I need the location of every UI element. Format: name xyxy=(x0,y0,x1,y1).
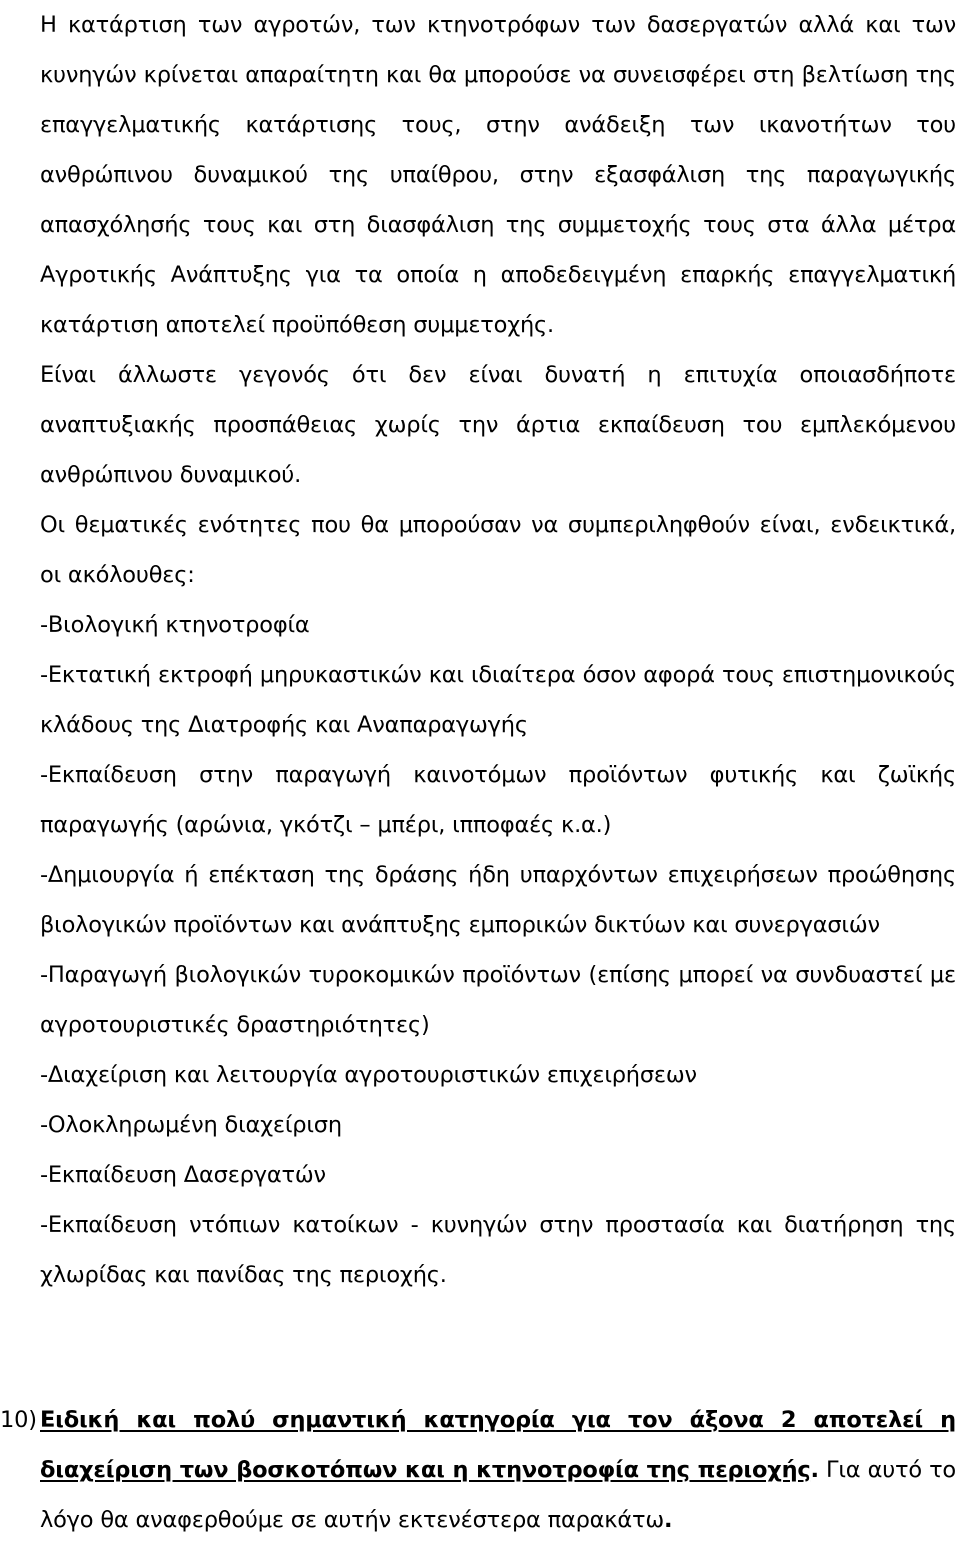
list-item: -Εκπαίδευση στην παραγωγή καινοτόμων προϊόντων φυτικής και ζωϊκής παραγωγής (αρώνια, γκότζι – μπέρι, ιπποφαές κ.α.) xyxy=(40,762,956,838)
document-page xyxy=(40,0,956,1300)
numbered-item-10 xyxy=(0,1395,956,1545)
numbered-item-text xyxy=(40,1395,956,1545)
list-item: -Ολοκληρωμένη διαχείριση xyxy=(40,1112,342,1138)
tail-text: Για αυτό το λόγο θα αναφερθούμε σε αυτήν εκτενέστερα παρακάτω xyxy=(40,1457,956,1533)
paragraph-development-effort: Είναι άλλωστε γεγονός ότι δεν είναι δυνατή η επιτυχία οποιασδήποτε αναπτυξιακής προσπάθειας χωρίς την άρτια εκπαίδευση του εμπλεκόμενου ανθρώπινου δυναμικού. xyxy=(40,362,956,488)
item-number: 10) xyxy=(0,1407,37,1433)
list-item: -Εκπαίδευση Δασεργατών xyxy=(40,1162,326,1188)
emphasis-period: . xyxy=(810,1457,819,1483)
list-item: -Βιολογική κτηνοτροφία xyxy=(40,612,310,638)
list-item: -Δημιουργία ή επέκταση της δράσης ήδη υπαρχόντων επιχειρήσεων προώθησης βιολογικών προϊόντων και ανάπτυξης εμπορικών δικτύων και συνεργασιών xyxy=(40,862,956,938)
paragraph-training-importance: Η κατάρτιση των αγροτών, των κτηνοτρόφων των δασεργατών αλλά και των κυνηγών κρίνεται απαραίτητη και θα μπορούσε να συνεισφέρει στη βελτίωση της επαγγελματικής κατάρτισης τους, στην ανάδειξη των ικανοτήτων του ανθρώπινου δυναμικού της υπαίθρου, στην εξασφάλιση της παραγωγικής απασχόλησής τους και στη διασφάλιση της συμμετοχής τους στα άλλα μέτρα Αγροτικής Ανάπτυξης για τα οποία η αποδεδειγμένη επαρκής επαγγελματική κατάρτιση αποτελεί προϋπόθεση συμμετοχής. xyxy=(40,12,956,338)
list-item: -Παραγωγή βιολογικών τυροκομικών προϊόντων (επίσης μπορεί να συνδυαστεί με αγροτουριστικές δραστηριότητες) xyxy=(40,962,956,1038)
topics-list xyxy=(40,600,956,1300)
final-period: . xyxy=(663,1507,673,1533)
list-item: -Εκπαίδευση ντόπιων κατοίκων - κυνηγών στην προστασία και διατήρηση της χλωρίδας και πανίδας της περιοχής. xyxy=(40,1212,956,1288)
list-item: -Διαχείριση και λειτουργία αγροτουριστικών επιχειρήσεων xyxy=(40,1062,697,1088)
list-item: -Εκτατική εκτροφή μηρυκαστικών και ιδιαίτερα όσον αφορά τους επιστημονικούς κλάδους της Διατροφής και Αναπαραγωγής xyxy=(40,662,956,738)
emphasis-text: Ειδική και πολύ σημαντική κατηγορία για τον άξονα 2 αποτελεί η διαχείριση των βοσκοτόπων και η κτηνοτροφία της περιοχής xyxy=(40,1407,956,1483)
paragraph-topics-intro: Οι θεματικές ενότητες που θα μπορούσαν να συμπεριληφθούν είναι, ενδεικτικά, οι ακόλουθες: xyxy=(40,512,956,588)
